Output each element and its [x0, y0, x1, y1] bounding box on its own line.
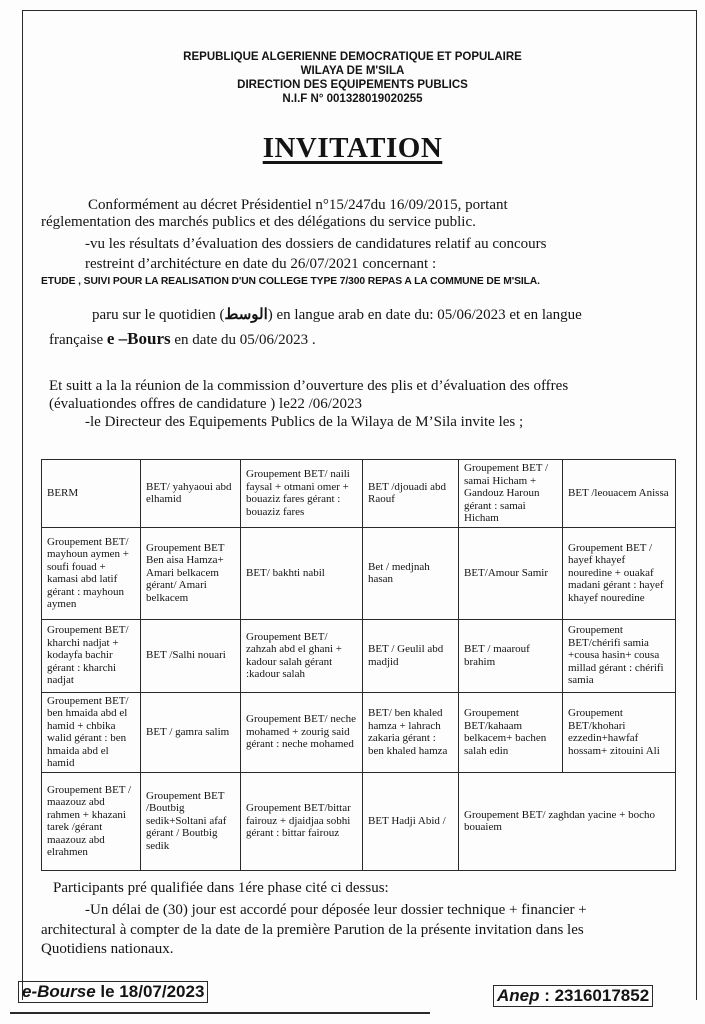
table-cell: BET /Salhi nouari	[141, 619, 241, 692]
table-cell: Groupement BET/ naili faysal + otmani omer + bouaziz fares gérant : bouaziz fares	[241, 460, 363, 528]
table-row	[42, 619, 676, 692]
table-cell: Bet / medjnah hasan	[363, 527, 459, 619]
table-row	[42, 527, 676, 619]
table-cell: Groupement BET/khohari ezzedin+hawfaf hossam+ zitouini Ali	[563, 692, 676, 772]
table-row	[42, 460, 676, 528]
table-cell: Groupement BET/ zaghdan yacine + bocho bouaiem	[459, 772, 676, 870]
letterhead-country: REPUBLIQUE ALGERIENNE DEMOCRATIQUE ET POPULAIRE	[183, 51, 522, 63]
ebourse-stamp	[18, 981, 208, 1003]
table-cell: BET /leouacem Anissa	[563, 460, 676, 528]
decree-line-1: Conformément au décret Présidentiel n°15/247du 16/09/2015, portant	[88, 197, 508, 213]
letterhead-wilaya: WILAYA DE M'SILA	[300, 65, 405, 77]
letterhead-nif: N.I.F N° 001328019020255	[282, 93, 423, 105]
meeting-line-2: (évaluationdes offres de candidature ) le22 /06/2023	[49, 396, 362, 412]
table-cell: Groupement BET/ kharchi nadjat + kodayfa bachir gérant : kharchi nadjat	[42, 619, 141, 692]
table-row	[42, 692, 676, 772]
table-cell: Groupement BET/chérifi samia +cousa hasin+ cousa millad gérant : chérifi samia	[563, 619, 676, 692]
results-line-1: -vu les résultats d’évaluation des dossiers de candidatures relatif au concours	[85, 236, 547, 252]
anep-label: Anep	[497, 986, 540, 1005]
table-cell: BET/ yahyaoui abd elhamid	[141, 460, 241, 528]
meeting-line-1: Et suitt a la la réunion de la commission d’ouverture des plis et d’évaluation des offres	[49, 378, 569, 394]
letterhead-direction: DIRECTION DES EQUIPEMENTS PUBLICS	[237, 79, 468, 91]
table-cell: Groupement BET /Boutbig sedik+Soltani afaf gérant / Boutbig sedik	[141, 772, 241, 870]
decree-line-2: réglementation des marchés publics et des délégations du service public.	[41, 214, 476, 230]
table-cell: BET /djouadi abd Raouf	[363, 460, 459, 528]
deadline-line-2: architectural à compter de la date de la première Parution de la présente invitation dans les	[41, 922, 584, 938]
anep-number: : 2316017852	[539, 986, 650, 1005]
table-cell: BET / Geulil abd madjid	[363, 619, 459, 692]
table-cell: BET / gamra salim	[141, 692, 241, 772]
results-line-2: restreint d’architécture en date du 26/07/2021 concernant :	[85, 256, 437, 272]
table-cell: Groupement BET / samai Hicham + Gandouz Haroun gérant : samai Hicham	[459, 460, 563, 528]
french-newspaper-name: e –Bours	[106, 329, 171, 348]
publication-line-1: paru sur le quotidien (الوسط) en langue arab en date du: 05/06/2023 et en langue	[92, 307, 582, 323]
arabic-newspaper-name: الوسط	[224, 307, 268, 323]
table-cell: Groupement BET/ mayhoun aymen + soufi fouad + kamasi abd latif gérant : mayhoun aymen	[42, 527, 141, 619]
table-cell: Groupement BET/ ben hmaida abd el hamid + chbika walid gérant : ben hmaida abd el hamid	[42, 692, 141, 772]
ebourse-date: le 18/07/2023	[95, 982, 205, 1001]
table-cell: BET/ ben khaled hamza + lahrach zakaria gérant : ben khaled hamza	[363, 692, 459, 772]
table-cell: Groupement BET / hayef khayef nouredine + ouakaf madani gérant : hayef khayef nouredine	[563, 527, 676, 619]
bottom-rule	[10, 1012, 430, 1014]
project-subject: ETUDE , SUIVI POUR LA REALISATION D'UN COLLEGE TYPE 7/300 REPAS A LA COMMUNE DE M'SILA.	[41, 276, 540, 287]
table-cell: Groupement BET/bittar fairouz + djaidjaa sobhi gérant : bittar fairouz	[241, 772, 363, 870]
prequalified-line: Participants pré qualifiée dans 1ére phase cité ci dessus:	[53, 880, 389, 896]
participants-table	[41, 459, 676, 871]
deadline-line-3: Quotidiens nationaux.	[41, 941, 174, 957]
table-cell: BET/Amour Samir	[459, 527, 563, 619]
table-cell: BET / maarouf brahim	[459, 619, 563, 692]
invite-line: -le Directeur des Equipements Publics de la Wilaya de M’Sila invite les ;	[85, 414, 524, 430]
table-cell: Groupement BET/ zahzah abd el ghani + kadour salah gérant :kadour salah	[241, 619, 363, 692]
document-title: INVITATION	[262, 132, 443, 164]
table-cell: BET/ bakhti nabil	[241, 527, 363, 619]
anep-stamp	[493, 985, 653, 1007]
table-cell: BET Hadji Abid /	[363, 772, 459, 870]
table-cell: Groupement BET / maazouz abd rahmen + khazani tarek /gérant maazouz abd elrahmen	[42, 772, 141, 870]
publication-line-2: française e –Bours en date du 05/06/2023 .	[49, 329, 316, 348]
table-cell: Groupement BET Ben aisa Hamza+ Amari belkacem gérant/ Amari belkacem	[141, 527, 241, 619]
letterhead	[0, 50, 705, 106]
table-cell: Groupement BET/ neche mohamed + zourig said gérant : neche mohamed	[241, 692, 363, 772]
ebourse-brand: e-Bourse	[22, 982, 96, 1001]
table-cell: BERM	[42, 460, 141, 528]
table-row	[42, 772, 676, 870]
deadline-line-1: -Un délai de (30) jour est accordé pour déposée leur dossier technique + financier +	[85, 902, 587, 918]
table-cell: Groupement BET/kahaam belkacem+ bachen salah edin	[459, 692, 563, 772]
